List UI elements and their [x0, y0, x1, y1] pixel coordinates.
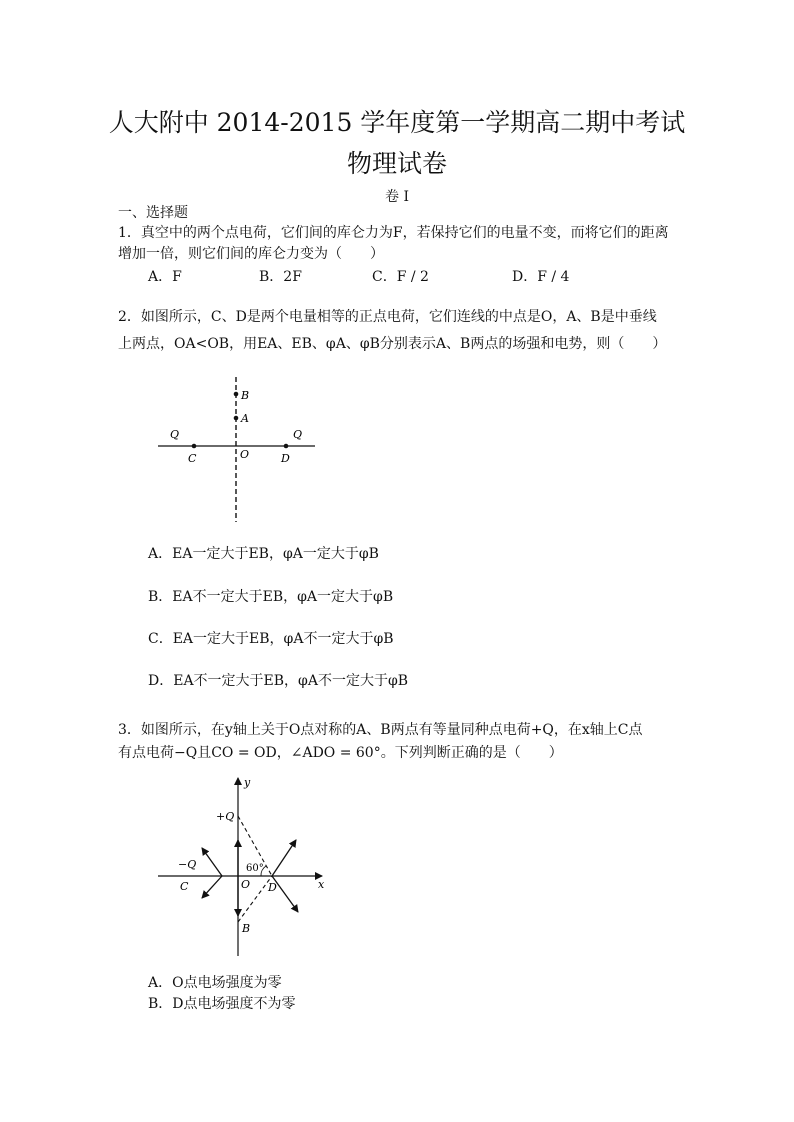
q2-point-d	[284, 444, 289, 449]
volume-label: 卷 I	[385, 189, 409, 205]
q3-label-c: C	[180, 880, 189, 893]
page-title: 人大附中 2014-2015 学年度第一学期高二期中考试	[108, 108, 686, 137]
q2-option-b: B．EA不一定大于EB，φA一定大于φB	[148, 589, 394, 605]
q3-line-2: 有点电荷−Q且CO = OD，∠ADO = 60°。下列判断正确的是（ ）	[118, 745, 563, 761]
q2-figure	[150, 372, 330, 532]
q3-label-y: y	[244, 776, 251, 789]
q3-label-d: D	[268, 881, 277, 894]
q2-label-c: C	[188, 452, 197, 465]
q3-figure	[150, 772, 340, 962]
q3-label-minus-q: −Q	[178, 858, 197, 871]
q3-arrow-c-up	[202, 848, 222, 876]
q3-arrow-c-down	[202, 876, 222, 898]
q2-line-1: 2．如图所示，C、D是两个电量相等的正点电荷，它们连线的中点是O，A、B是中垂线	[118, 309, 657, 325]
q3-label-plus-q: +Q	[216, 810, 235, 823]
q2-option-c: C．EA一定大于EB，φA不一定大于φB	[148, 631, 394, 647]
q1-option-b: B．2F	[259, 269, 302, 285]
q1-option-a: A．F	[148, 269, 182, 285]
q2-label-q-right: Q	[293, 428, 303, 441]
q3-label-b: B	[242, 922, 251, 935]
q2-label-o: O	[240, 448, 250, 461]
q1-line-1: 1．真空中的两个点电荷，它们间的库仑力为F，若保持它们的电量不变，而将它们的距离	[118, 225, 669, 241]
q1-option-c: C．F / 2	[372, 269, 429, 285]
q2-point-a	[234, 416, 239, 421]
q2-label-a: A	[241, 412, 249, 425]
q2-point-c	[192, 444, 197, 449]
q2-label-b: B	[241, 389, 250, 402]
page-subtitle: 物理试卷	[346, 149, 447, 178]
q1-option-d: D．F / 4	[512, 269, 570, 285]
q2-line-2: 上两点，OA<OB，用EA、EB、φA、φB分别表示A、B两点的场强和电势，则（ ）	[118, 336, 667, 352]
q2-point-b	[234, 392, 239, 397]
q2-label-d: D	[281, 452, 290, 465]
q3-label-o: O	[241, 878, 251, 891]
q2-option-a: A．EA一定大于EB，φA一定大于φB	[148, 546, 379, 562]
q2-option-d: D．EA不一定大于EB，φA不一定大于φB	[148, 673, 409, 689]
q2-label-q-left: Q	[170, 428, 180, 441]
q3-option-b: B．D点电场强度不为零	[148, 996, 296, 1012]
q3-arrow-d-up	[272, 840, 296, 876]
q3-line-1: 3．如图所示，在y轴上关于O点对称的A、B两点有等量同种点电荷+Q，在x轴上C点	[118, 722, 643, 738]
q3-label-angle: 60°	[246, 863, 264, 874]
q1-line-2: 增加一倍，则它们间的库仑力变为（ ）	[118, 246, 384, 262]
q3-option-a: A．O点电场强度为零	[148, 975, 282, 991]
section-label: 一、选择题	[118, 205, 188, 221]
q3-label-x: x	[318, 878, 325, 891]
